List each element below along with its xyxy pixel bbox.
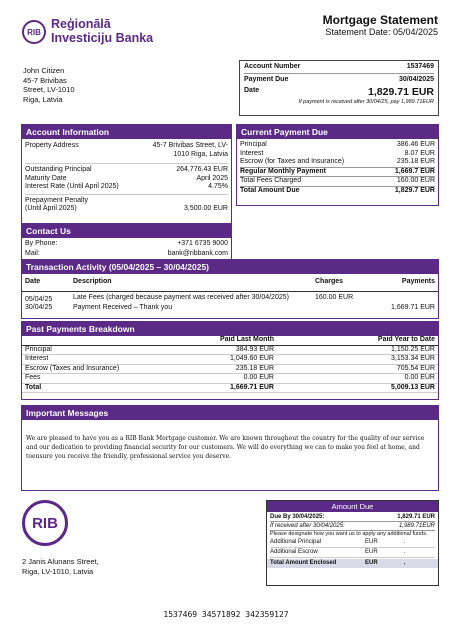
past-payment-row xyxy=(22,345,438,355)
account-info-title: Account Information xyxy=(22,125,231,139)
penalty-label-line1: Prepayment Penalty xyxy=(25,196,89,204)
past-payment-label: Total xyxy=(25,383,42,391)
footer-logo xyxy=(22,500,68,546)
total-enclosed-label: Total Amount Enclosed xyxy=(270,560,337,566)
maturity-label: Maturity Date xyxy=(25,174,67,182)
account-info-section xyxy=(21,124,232,225)
amount-due: 1,829.71 EUR xyxy=(368,86,434,98)
messages-title: Important Messages xyxy=(22,406,438,420)
payment-due-date: 30/04/2025 xyxy=(398,75,434,83)
current-payment-label: Interest xyxy=(240,149,264,157)
property-label: Property Address xyxy=(25,142,79,149)
past-payment-label: Fees xyxy=(25,374,41,381)
current-payment-label: Total Amount Due xyxy=(240,186,300,194)
transaction-section xyxy=(21,259,439,319)
phone-label: By Phone: xyxy=(25,240,58,247)
past-payment-month: 384.93 EUR xyxy=(235,345,274,353)
bank-name-line1: Reģionālā xyxy=(51,17,111,31)
property-value-line2: 1010 Riga, Latvia xyxy=(173,150,228,158)
late-note: If payment is received after 30/04/25, pay 1,989.71EUR xyxy=(298,99,434,105)
transaction-payments xyxy=(370,291,438,304)
past-payment-year: 0.00 EUR xyxy=(404,374,435,381)
past-payment-month: 1,669.71 EUR xyxy=(230,383,274,391)
customer-city: Riga, Latvia xyxy=(23,94,63,104)
coupon-late-value: 1,989.71EUR xyxy=(398,523,435,529)
customer-name: John Citizen xyxy=(23,66,65,75)
past-payment-row xyxy=(22,374,438,384)
barcode-number: 1537469 34571892 342359127 xyxy=(163,610,289,619)
additional-principal-input[interactable]: . xyxy=(403,539,406,545)
footer-logo-text: RIB xyxy=(32,514,58,532)
payment-due-label: Payment Due xyxy=(244,75,289,83)
transaction-row xyxy=(22,291,438,304)
payment-coupon xyxy=(266,500,439,586)
past-payment-row xyxy=(22,364,438,374)
current-payment-value: 8.07 EUR xyxy=(404,149,435,157)
mail-label: Mail: xyxy=(25,249,40,257)
past-payment-row xyxy=(22,355,438,365)
footer-address xyxy=(22,557,99,576)
penalty-value: 3,500.00 EUR xyxy=(184,205,228,212)
date-label: Date xyxy=(244,87,260,94)
current-payment-value: 160.00 EUR xyxy=(396,177,435,184)
col-payments: Payments xyxy=(401,278,435,285)
account-number-label: Account Number xyxy=(244,63,301,70)
past-payment-label: Interest xyxy=(25,355,49,362)
maturity-value: April 2025 xyxy=(196,174,228,182)
past-payment-year: 705.54 EUR xyxy=(396,364,435,372)
bank-logo-text: RIB xyxy=(27,27,41,37)
past-payments-title: Past Payments Breakdown xyxy=(22,322,438,336)
current-payment-value: 235.18 EUR xyxy=(396,158,435,165)
messages-section xyxy=(21,405,439,491)
col-charges: Charges xyxy=(315,278,344,285)
transaction-row xyxy=(22,304,438,313)
summary-box xyxy=(239,60,439,116)
contact-title: Contact Us xyxy=(22,224,231,238)
col-date: Date xyxy=(25,278,41,285)
phone-link[interactable]: +371 6735 9000 xyxy=(177,240,228,247)
past-payment-year: 5,009.13 EUR xyxy=(391,383,435,391)
current-payment-row xyxy=(240,141,435,150)
principal-value: 264,776.43 EUR xyxy=(176,166,228,173)
current-payment-row xyxy=(240,158,435,167)
transaction-title: Transaction Activity (05/04/2025 – 30/04/2025) xyxy=(22,260,438,274)
col-paid-last-month: Paid Last Month xyxy=(219,336,274,343)
past-col-empty xyxy=(22,336,162,345)
transaction-date: 30/04/25 xyxy=(25,304,53,311)
coupon-note: Please designate how you want us to apply any additional funds. xyxy=(270,530,435,538)
current-payment-label: Escrow (for Taxes and Insurance) xyxy=(240,158,345,165)
bank-logo xyxy=(22,20,46,44)
footer-address-line2: Riga, LV-1010, Latvia xyxy=(22,566,94,576)
coupon-due-value: 1,829.71 EUR xyxy=(397,514,435,520)
footer-address-line1: 2 Janis Alunans Street, xyxy=(22,557,99,566)
additional-escrow-label: Additional Escrow xyxy=(270,549,318,555)
transaction-description: Late Fees (charged because payment was received after 30/04/2025) xyxy=(73,293,289,301)
property-value-line1: 45-7 Brivibas Street, LV- xyxy=(152,142,228,149)
bank-name xyxy=(51,17,153,45)
customer-address xyxy=(23,66,75,104)
additional-principal-label: Additional Principal xyxy=(270,539,322,545)
customer-street2: Street, LV-1010 xyxy=(23,85,75,94)
transaction-date: 05/04/25 xyxy=(25,295,53,303)
additional-escrow-currency: EUR xyxy=(365,549,378,555)
past-payment-year: 1,150.25 EUR xyxy=(391,345,435,353)
transaction-payments: 1,669.71 EUR xyxy=(391,304,435,311)
past-payment-month: 1,049.60 EUR xyxy=(230,355,274,362)
past-payment-label: Principal xyxy=(25,345,52,353)
past-payment-row xyxy=(22,383,438,393)
bank-name-line2: Investiciju Banka xyxy=(51,31,154,45)
email-link[interactable]: bank@ribbank.com xyxy=(167,249,228,257)
current-payment-row xyxy=(240,150,435,159)
penalty-label-line2: (Until April 2025) xyxy=(25,205,77,212)
current-payment-value: 386.46 EUR xyxy=(396,141,435,148)
current-payment-row xyxy=(240,186,435,196)
current-payment-title: Current Payment Due xyxy=(237,125,438,139)
past-payment-year: 3,153.34 EUR xyxy=(391,355,435,362)
current-payment-label: Total Fees Charged xyxy=(240,177,302,184)
statement-date: Statement Date: 05/04/2025 xyxy=(325,27,438,37)
customer-street: 45-7 Brivibas xyxy=(23,75,67,85)
coupon-late-label: If received after 30/04/2025: xyxy=(270,523,345,529)
past-payment-month: 0.00 EUR xyxy=(243,374,274,381)
past-payments-section xyxy=(21,321,439,400)
current-payment-label: Regular Monthly Payment xyxy=(240,167,326,175)
total-enclosed-currency: EUR xyxy=(365,560,378,566)
total-enclosed-input[interactable]: . xyxy=(403,560,406,566)
current-payment-label: Principal xyxy=(240,141,267,148)
transaction-charges: 160.00 EUR xyxy=(315,293,354,301)
rate-value: 4.75% xyxy=(208,183,228,190)
col-paid-year-to-date: Paid Year to Date xyxy=(377,336,435,343)
col-description: Description xyxy=(73,278,112,285)
additional-escrow-input[interactable]: . xyxy=(403,549,406,555)
rate-label: Interest Rate (Until April 2025) xyxy=(25,183,119,190)
coupon-due-label: Due By 30/04/2025: xyxy=(270,514,325,520)
current-payment-value: 1,829.7 EUR xyxy=(394,186,435,194)
coupon-title: Amount Due xyxy=(267,501,438,512)
messages-body: We are pleased to have you as a RIB Bank Mortgage customer. We are known throughout the country for the quality of our service and our dedication to providing financial security for our customers. We will do everything we can to make you feel at home, and toensure you receive the friendly, professional service you deserve. xyxy=(26,435,425,460)
account-number: 1537469 xyxy=(406,63,434,70)
current-payment-value: 1,669.7 EUR xyxy=(394,167,435,175)
total-enclosed-row xyxy=(267,559,438,568)
transaction-charges xyxy=(312,304,370,313)
current-payment-section xyxy=(236,124,439,206)
past-payment-month: 235.18 EUR xyxy=(235,364,274,372)
past-payment-label: Escrow (Taxes and Insurance) xyxy=(25,364,120,372)
contact-section xyxy=(21,223,232,260)
statement-header xyxy=(323,13,438,37)
current-payment-row xyxy=(240,176,435,186)
page-title: Mortgage Statement xyxy=(322,13,438,27)
additional-principal-currency: EUR xyxy=(365,539,378,545)
transaction-description: Payment Received – Thank you xyxy=(73,304,173,311)
principal-label: Outstanding Principal xyxy=(25,166,92,173)
current-payment-row xyxy=(240,167,435,177)
